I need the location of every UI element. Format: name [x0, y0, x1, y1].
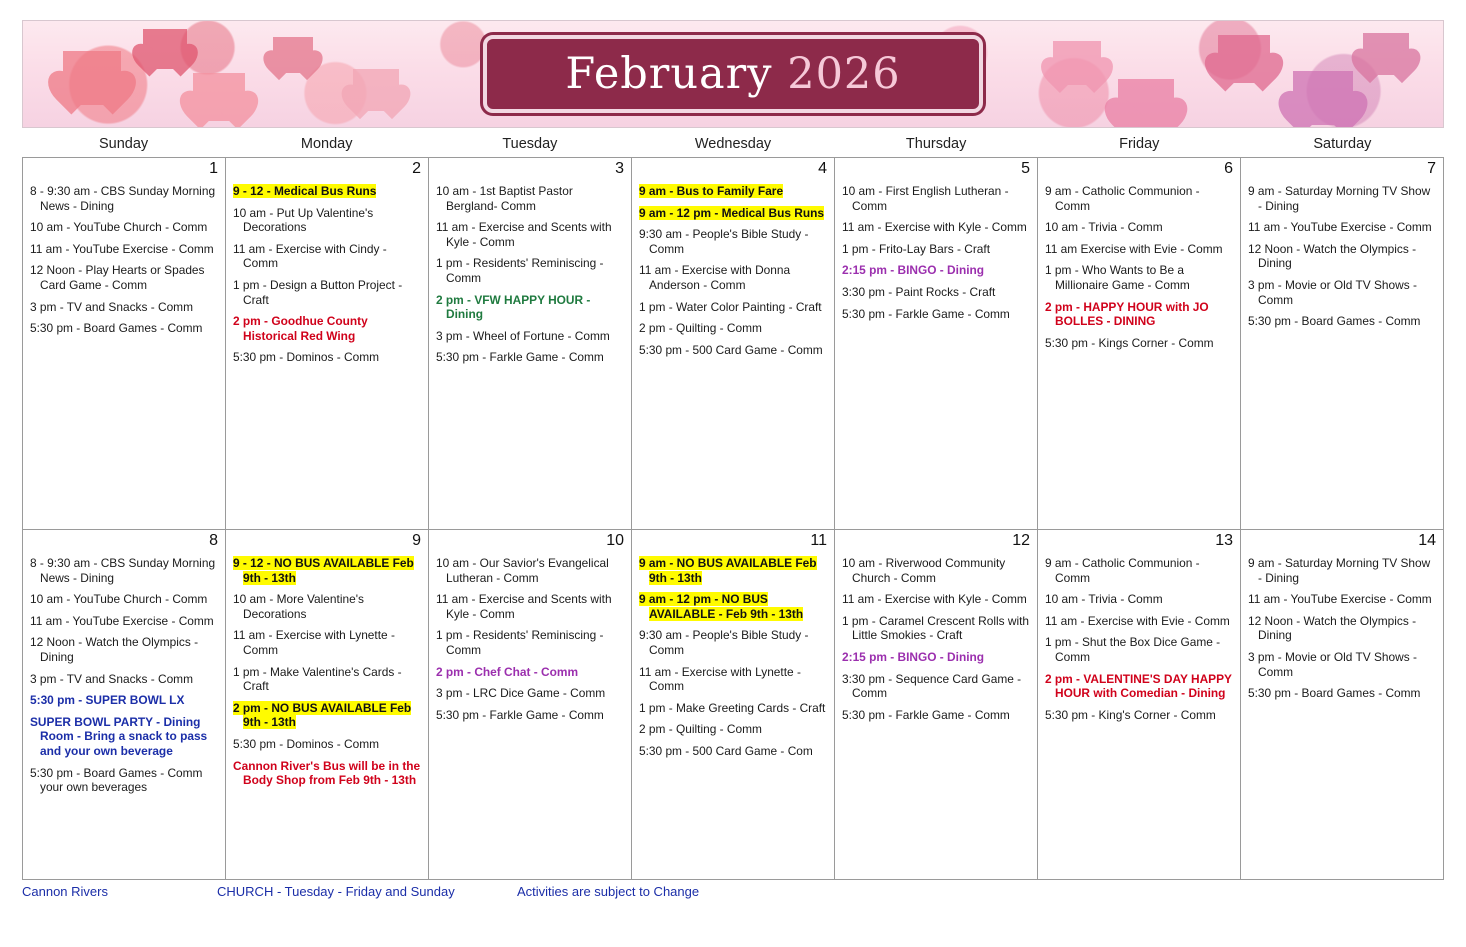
event-item: 10 am - Our Savior's Evangelical Lutheran - Comm — [436, 556, 609, 585]
event-item: 5:30 pm - Dominos - Comm — [233, 736, 380, 751]
weekday-monday: Monday — [300, 136, 353, 152]
event-item: 5:30 pm - Board Games - Comm — [1248, 686, 1421, 701]
year-label: 2026 — [787, 49, 901, 99]
event-item: 2 pm - Quilting - Comm — [639, 722, 762, 737]
event-item: 5:30 pm - SUPER BOWL LX — [30, 693, 185, 708]
event-list — [233, 184, 421, 365]
event-item: 11 am - Exercise with Evie - Comm — [1045, 613, 1230, 628]
event-list — [233, 556, 421, 788]
weekday-thursday: Thursday — [905, 136, 967, 152]
calendar-day-cell[interactable] — [835, 530, 1038, 880]
event-list — [639, 184, 827, 357]
weekday-friday: Friday — [1119, 136, 1160, 152]
day-number: 5 — [1021, 160, 1030, 177]
event-text: 2 pm - NO BUS AVAILABLE Feb 9th - 13th — [233, 700, 412, 730]
calendar-day-cell[interactable] — [835, 158, 1038, 530]
weekday-header — [22, 132, 1444, 157]
event-item: 2 pm - VFW HAPPY HOUR - Dining — [436, 292, 591, 322]
event-item — [639, 184, 827, 199]
event-item: 5:30 pm - Dominos - Comm — [233, 350, 380, 365]
heart-decoration — [1363, 33, 1409, 75]
heart-decoration — [1218, 35, 1270, 83]
event-item: 3 pm - LRC Dice Game - Comm — [436, 686, 606, 701]
event-list — [1045, 556, 1233, 722]
event-item: 1 pm - Residents' Reminiscing - Comm — [436, 256, 604, 285]
weekday-sunday: Sunday — [98, 136, 149, 152]
event-item: 11 am - Exercise and Scents with Kyle - Comm — [436, 220, 612, 249]
day-number: 2 — [412, 160, 421, 177]
event-text: 9 am - 12 pm - NO BUS AVAILABLE - Feb 9th - 13th — [639, 592, 804, 621]
event-item: SUPER BOWL PARTY - Dining Room - Bring a snack to pass and your own beverage — [30, 714, 208, 758]
event-list — [1248, 184, 1436, 329]
event-item: 10 am - First English Lutheran - Comm — [842, 184, 1009, 213]
event-item: 10 am - Riverwood Community Church - Comm — [842, 556, 1006, 585]
event-item: 11 am - Exercise with Kyle - Comm — [842, 220, 1027, 235]
event-item: 1 pm - Make Greeting Cards - Craft — [639, 700, 826, 715]
event-item: 2:15 pm - BINGO - Dining — [842, 263, 985, 278]
event-item: 10 am - YouTube Church - Comm — [30, 220, 208, 235]
event-text: 9 am - NO BUS AVAILABLE Feb 9th - 13th — [639, 556, 817, 585]
event-item: 11 am - Exercise with Kyle - Comm — [842, 592, 1027, 607]
weekday-wednesday: Wednesday — [694, 136, 772, 152]
weekday-saturday: Saturday — [1313, 136, 1372, 152]
heart-decoration — [353, 69, 399, 111]
event-item: 1 pm - Water Color Painting - Craft — [639, 299, 822, 314]
heart-decoration — [143, 29, 187, 69]
calendar-day-cell[interactable] — [1038, 530, 1241, 880]
event-item: 5:30 pm - 500 Card Game - Comm — [639, 342, 823, 357]
event-item: 2 pm - Goodhue County Historical Red Wing — [233, 314, 368, 343]
event-item: 9 am - Catholic Communion - Comm — [1045, 556, 1200, 585]
event-item: 5:30 pm - Board Games - Comm — [1248, 314, 1421, 329]
event-list — [639, 556, 827, 759]
event-item: Cannon River's Bus will be in the Body Shop from Feb 9th - 13th — [233, 758, 421, 788]
event-list — [436, 556, 624, 722]
event-item: 9:30 am - People's Bible Study - Comm — [639, 227, 809, 256]
event-item: 2 pm - Chef Chat - Comm — [436, 664, 579, 679]
event-item: 10 am - Trivia - Comm — [1045, 592, 1163, 607]
day-number: 1 — [209, 160, 218, 177]
event-item: 10 am - YouTube Church - Comm — [30, 592, 208, 607]
calendar-day-cell[interactable] — [429, 530, 632, 880]
event-item: 1 pm - Who Wants to Be a Millionaire Game - Comm — [1045, 263, 1190, 292]
event-item — [639, 592, 827, 621]
event-item: 5:30 pm - Board Games - Comm your own beverages — [30, 765, 203, 795]
event-list — [842, 184, 1030, 321]
event-item: 3 pm - Movie or Old TV Shows - Comm — [1248, 649, 1417, 679]
event-item: 9 am - Saturday Morning TV Show - Dining — [1248, 184, 1431, 213]
event-item: 5:30 pm - King's Corner - Comm — [1045, 707, 1216, 722]
event-item: 1 pm - Caramel Crescent Rolls with Little Smokies - Craft — [842, 613, 1029, 643]
calendar-day-cell[interactable] — [632, 530, 835, 880]
event-item: 10 am - 1st Baptist Pastor Bergland- Comm — [436, 184, 573, 213]
event-list — [1045, 184, 1233, 350]
event-item: 3:30 pm - Paint Rocks - Craft — [842, 284, 996, 299]
calendar-day-cell[interactable] — [1038, 158, 1241, 530]
footer-right: Activities are subject to Change — [517, 884, 700, 899]
day-number: 4 — [818, 160, 827, 177]
event-list — [436, 184, 624, 365]
event-list — [30, 556, 218, 795]
event-item: 5:30 pm - Board Games - Comm — [30, 321, 203, 336]
month-label: February — [565, 49, 773, 99]
event-item — [233, 701, 421, 730]
event-item: 11 am - YouTube Exercise - Comm — [1248, 220, 1432, 235]
event-item — [233, 184, 421, 199]
day-number: 3 — [615, 160, 624, 177]
event-item: 3 pm - TV and Snacks - Comm — [30, 299, 193, 314]
event-item: 11 am - Exercise with Lynette - Comm — [233, 628, 395, 657]
event-list — [842, 556, 1030, 722]
event-item: 2 pm - Quilting - Comm — [639, 321, 762, 336]
event-item: 9 am - Catholic Communion - Comm — [1045, 184, 1200, 213]
event-list — [30, 184, 218, 336]
day-number: 10 — [606, 532, 624, 549]
calendar-day-cell[interactable] — [23, 530, 226, 880]
event-item: 12 Noon - Watch the Olympics - Dining — [1248, 241, 1417, 271]
event-item: 10 am - Trivia - Comm — [1045, 220, 1163, 235]
event-item: 11 am - Exercise and Scents with Kyle - Comm — [436, 592, 612, 621]
heart-decoration — [63, 51, 121, 105]
event-item: 2 pm - HAPPY HOUR with JO BOLLES - DINING — [1045, 299, 1209, 329]
event-item: 8 - 9:30 am - CBS Sunday Morning News - Dining — [30, 184, 216, 213]
day-number: 11 — [810, 532, 827, 549]
heart-decoration — [193, 73, 245, 121]
event-item: 3:30 pm - Sequence Card Game - Comm — [842, 671, 1022, 701]
heart-decoration — [1118, 79, 1174, 128]
event-item: 1 pm - Design a Button Project - Craft — [233, 277, 403, 307]
event-item: 5:30 pm - Farkle Game - Comm — [842, 306, 1010, 321]
event-item: 11 am Exercise with Evie - Comm — [1045, 241, 1223, 256]
event-text: 9 am - Bus to Family Fare — [639, 184, 784, 198]
event-item: 10 am - Put Up Valentine's Decorations — [233, 205, 374, 235]
event-item: 12 Noon - Watch the Olympics - Dining — [1248, 613, 1417, 643]
event-item: 9:30 am - People's Bible Study - Comm — [639, 628, 809, 657]
calendar-day-cell[interactable] — [226, 158, 429, 530]
event-item: 12 Noon - Play Hearts or Spades Card Game - Comm — [30, 263, 205, 292]
event-item: 5:30 pm - Kings Corner - Comm — [1045, 335, 1214, 350]
calendar-day-cell[interactable] — [23, 158, 226, 530]
calendar-day-cell[interactable] — [226, 530, 429, 880]
event-item: 1 pm - Shut the Box Dice Game - Comm — [1045, 635, 1221, 664]
footer-left: Cannon Rivers — [22, 884, 108, 899]
event-item: 2 pm - VALENTINE'S DAY HAPPY HOUR with Comedian - Dining — [1045, 671, 1232, 701]
event-item: 3 pm - Movie or Old TV Shows - Comm — [1248, 277, 1417, 307]
event-item: 11 am - Exercise with Donna Anderson - Comm — [639, 263, 791, 292]
day-number: 9 — [412, 532, 421, 549]
event-item: 11 am - Exercise with Lynette - Comm — [639, 664, 801, 694]
event-item — [233, 556, 421, 585]
event-item: 3 pm - Wheel of Fortune - Comm — [436, 328, 610, 343]
event-item: 1 pm - Frito-Lay Bars - Craft — [842, 241, 991, 256]
day-number: 12 — [1012, 532, 1030, 549]
event-item: 5:30 pm - Farkle Game - Comm — [436, 350, 604, 365]
event-item — [639, 556, 827, 585]
day-number: 14 — [1418, 532, 1436, 549]
calendar-day-cell[interactable] — [429, 158, 632, 530]
day-number: 7 — [1427, 160, 1436, 177]
heart-decoration — [273, 37, 313, 73]
calendar-day-cell[interactable] — [632, 158, 835, 530]
footer — [22, 884, 1444, 899]
month-title-plate — [483, 35, 983, 113]
event-item: 2:15 pm - BINGO - Dining — [842, 649, 985, 664]
event-item: 5:30 pm - 500 Card Game - Com — [639, 743, 813, 758]
event-list — [1248, 556, 1436, 701]
event-item: 1 pm - Make Valentine's Cards - Craft — [233, 664, 402, 694]
day-number: 8 — [209, 532, 218, 549]
event-item: 11 am - YouTube Exercise - Comm — [30, 613, 214, 628]
footer-center: CHURCH - Tuesday - Friday and Sunday — [217, 884, 455, 899]
event-item: 12 Noon - Watch the Olympics - Dining — [30, 635, 199, 664]
event-text: 9 - 12 - NO BUS AVAILABLE Feb 9th - 13th — [233, 556, 414, 585]
calendar-day-cell[interactable] — [1241, 158, 1444, 530]
event-text: 9 am - 12 pm - Medical Bus Runs — [639, 205, 825, 220]
event-item: 3 pm - TV and Snacks - Comm — [30, 671, 193, 686]
event-item: 10 am - More Valentine's Decorations — [233, 592, 364, 621]
heart-decoration — [1293, 71, 1353, 125]
weekday-tuesday: Tuesday — [502, 136, 558, 152]
event-item: 11 am - YouTube Exercise - Comm — [30, 241, 214, 256]
day-number: 6 — [1224, 160, 1233, 177]
event-item: 5:30 pm - Farkle Game - Comm — [436, 707, 604, 722]
event-item: 5:30 pm - Farkle Game - Comm — [842, 707, 1010, 722]
event-item: 11 am - YouTube Exercise - Comm — [1248, 592, 1432, 607]
event-item: 11 am - Exercise with Cindy - Comm — [233, 241, 387, 271]
event-item: 1 pm - Residents' Reminiscing - Comm — [436, 628, 604, 657]
event-item: 8 - 9:30 am - CBS Sunday Morning News - Dining — [30, 556, 216, 585]
event-item — [639, 206, 827, 221]
header-banner — [22, 20, 1444, 128]
day-number: 13 — [1215, 532, 1233, 549]
event-text: 9 - 12 - Medical Bus Runs — [233, 184, 377, 198]
event-item: 9 am - Saturday Morning TV Show - Dining — [1248, 556, 1431, 585]
heart-decoration — [1053, 41, 1101, 85]
calendar-day-cell[interactable] — [1241, 530, 1444, 880]
page-title — [565, 49, 900, 99]
calendar-grid — [22, 157, 1444, 880]
